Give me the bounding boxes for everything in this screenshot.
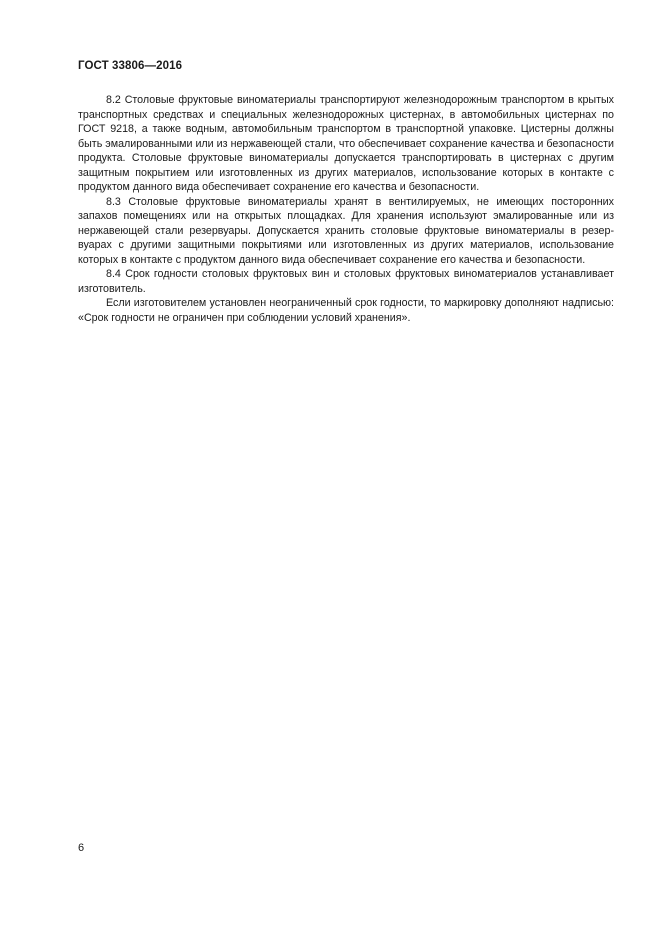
page-number: 6 — [78, 842, 85, 854]
document-header: ГОСТ 33806—2016 — [78, 60, 183, 72]
paragraph-shelf-life-marking: Если изготовителем установлен неограниченный срок годности, то маркировку дополняют надписью: «Срок годности не ограничен при соблюдении условий хранения». — [78, 297, 614, 324]
paragraph-8-2: 8.2 Столовые фруктовые виноматериалы транспортируют железнодорожным транспортом в крытых транспортных средствах и специальных железнодорожных цистернах, в автомобильных цистернах по ГОСТ 9218, а также водным, автомобильным транспортом в транспортной упаковке. Цистерны должны быть эмалированными или из нержавеющей стали, что обеспечивает сохранение качества и безопасности продукта. Столовые фруктовые виноматериалы допускается транспортировать в цистернах с другим защитным покрытием или изготовленных из других материалов, использование которых в контакте с продуктом данного вида обеспечивает сохранение его качества и безопасности. — [78, 94, 614, 193]
paragraph-8-4: 8.4 Срок годности столовых фруктовых вин и столовых фруктовых виноматериалов устанавливает изготовитель. — [78, 268, 614, 295]
document-body — [78, 93, 614, 325]
paragraph-8-3: 8.3 Столовые фруктовые виноматериалы хранят в вентилируемых, не имеющих посторонних запахов помещениях или на открытых площадках. Для хранения используют эмалированные или из нержавеющей стали резервуары. Допускается хранить столовые фруктовые виноматериалы в резервуарах с другими защитными покрытиями или изготовленных из других материалов, использование которых в контакте с продуктом данного вида обеспечивает сохранение его качества и безопасности. — [78, 195, 614, 266]
